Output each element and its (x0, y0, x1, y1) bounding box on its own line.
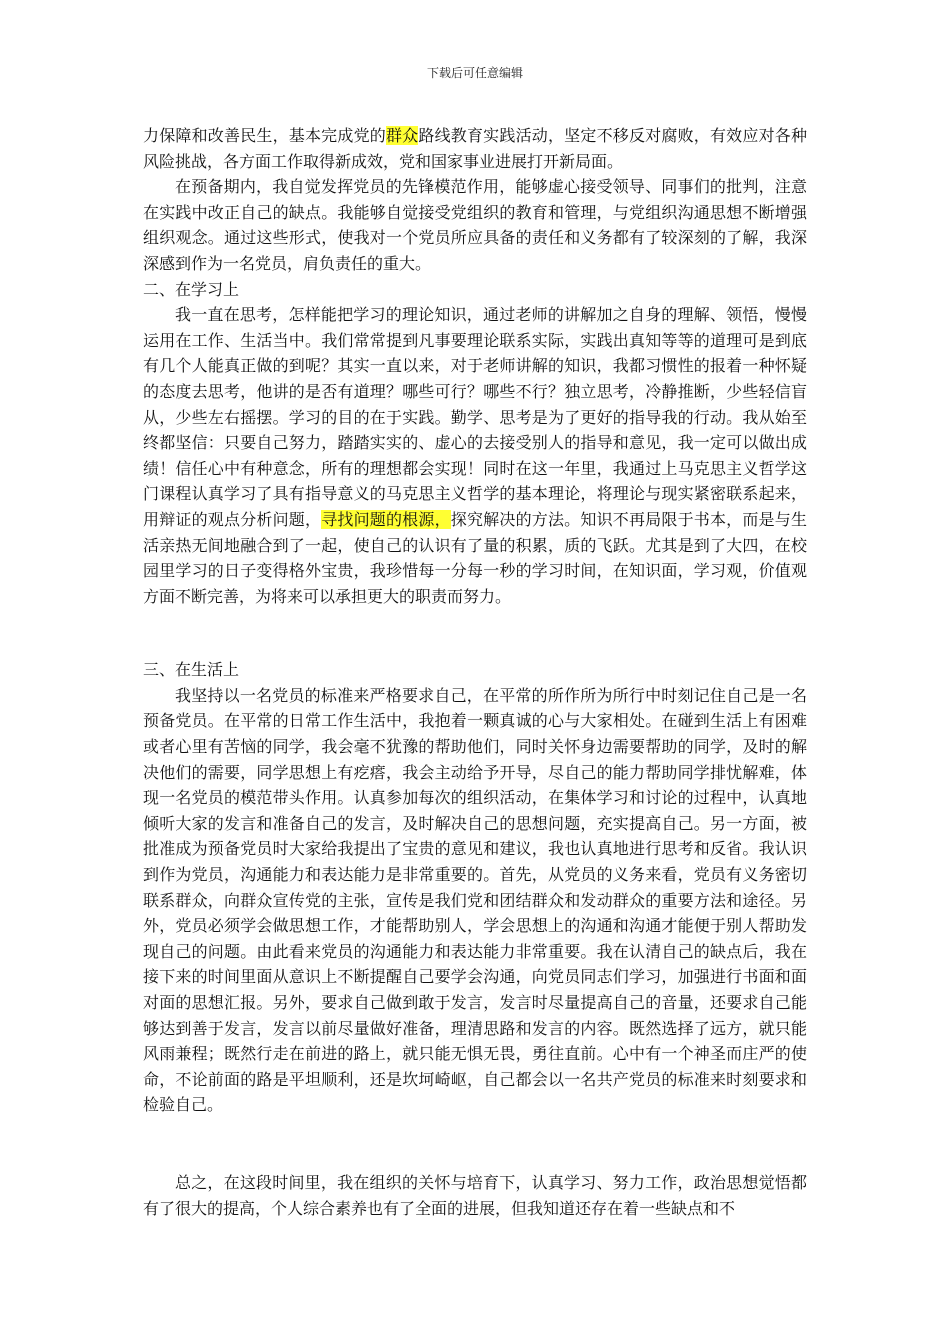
paragraph-3-text-end: 探究解决的方法。知识不再局限于书本，而是与生活亲热无间地融合到了一起，使自己的认识有了量的积累，质的飞跃。尤其是到了大四，在校园里学习的日子变得格外宝贵，我珍惜每一分每一秒的学习时间，在知识面，学习观，价值观方面不断完善，为将来可以承担更大的职责而努力。 (143, 509, 807, 606)
blank-space (143, 1118, 807, 1170)
paragraph-1 (143, 123, 807, 174)
paragraph-3 (143, 302, 807, 609)
blank-space (143, 609, 807, 657)
highlighted-text: 寻找问题的根源， (321, 509, 451, 529)
paragraph-4: 我坚持以一名党员的标准来严格要求自己，在平常的所作所为所行中时刻记住自己是一名预备党员。在平常的日常工作生活中，我抱着一颗真诚的心与大家相处。在碰到生活上有困难或者心里有苦恼的同学，我会毫不犹豫的帮助他们，同时关怀身边需要帮助的同学，及时的解决他们的需要，同学思想上有疙瘩，我会主动给予开导，尽自己的能力帮助同学排忧解难，体现一名党员的模范带头作用。认真参加每次的组织活动，在集体学习和讨论的过程中，认真地倾听大家的发言和准备自己的发言，及时解决自己的思想问题，充实提高自己。另一方面，被批准成为预备党员时大家给我提出了宝贵的意见和建议，我也认真地进行思考和反省。我认识到作为党员，沟通能力和表达能力是非常重要的。首先，从党员的义务来看，党员有义务密切联系群众，向群众宣传党的主张，宣传是我们党和团结群众和发动群众的重要方法和途径。另外，党员必须学会做思想工作，才能帮助别人，学会思想上的沟通和沟通才能便于别人帮助发现自己的问题。由此看来党员的沟通能力和表达能力非常重要。我在认清自己的缺点后，我在接下来的时间里面从意识上不断提醒自己要学会沟通，向党员同志们学习，加强进行书面和面对面的思想汇报。另外，要求自己做到敢于发言，发言时尽量提高自己的音量，还要求自己能够达到善于发言，发言以前尽量做好准备，理清思路和发言的内容。既然选择了远方，就只能风雨兼程；既然行走在前进的路上，就只能无惧无畏，勇往直前。心中有一个神圣而庄严的使命，不论前面的路是平坦顺利，还是坎坷崎岖，自己都会以一名共产党员的标准来时刻要求和检验自己。 (143, 685, 807, 1115)
document-body (143, 123, 807, 1221)
paragraph-1-text-start: 力保障和改善民生，基本完成党的 (143, 126, 386, 145)
highlighted-text: 群众 (385, 126, 419, 145)
section-heading-study: 二、在学习上 (143, 279, 240, 299)
page-header-note: 下载后可任意编辑 (426, 66, 523, 80)
paragraph-2: 在预备期内，我自觉发挥党员的先锋模范作用，能够虚心接受领导、同事们的批判，注意在实践中改正自己的缺点。我能够自觉接受党组织的教育和管理，与党组织沟通思想不断增强组织观念。通过这些形式，使我对一个党员所应具备的责任和义务都有了较深刻的了解，我深深感到作为一名党员，肩负责任的重大。 (143, 177, 807, 273)
paragraph-5: 总之，在这段时间里，我在组织的关怀与培育下，认真学习、努力工作，政治思想觉悟都有了很大的提高，个人综合素养也有了全面的进展，但我知道还存在着一些缺点和不 (143, 1172, 807, 1218)
paragraph-1-text-end: 路线教育实践活动，坚定不移反对腐败，有效应对各种风险挑战，各方面工作取得新成效，党和国家事业进展打开新局面。 (143, 126, 807, 171)
section-heading-life: 三、在生活上 (143, 660, 240, 680)
paragraph-3-text-start: 我一直在思考，怎样能把学习的理论知识，通过老师的讲解加之自身的理解、领悟，慢慢运用在工作、生活当中。我们常常提到凡事要理论联系实际，实践出真知等等的道理可是到底有几个人能真正做的到呢？其实一直以来，对于老师讲解的知识，我都习惯性的报着一种怀疑的态度去思考，他讲的是否有道理？哪些可行？哪些不行？独立思考，冷静推断，少些轻信盲从，少些左右摇摆。学习的目的在于实践。勤学、思考是为了更好的指导我的行动。我从始至终都坚信：只要自己努力，踏踏实实的、虚心的去接受别人的指导和意见，我一定可以做出成绩！信任心中有种意念，所有的理想都会实现！同时在这一年里，我通过上马克思主义哲学这门课程认真学习了具有指导意义的马克思主义哲学的基本理论，将理论与现实紧密联系起来，用辩证的观点分析问题， (143, 305, 807, 529)
